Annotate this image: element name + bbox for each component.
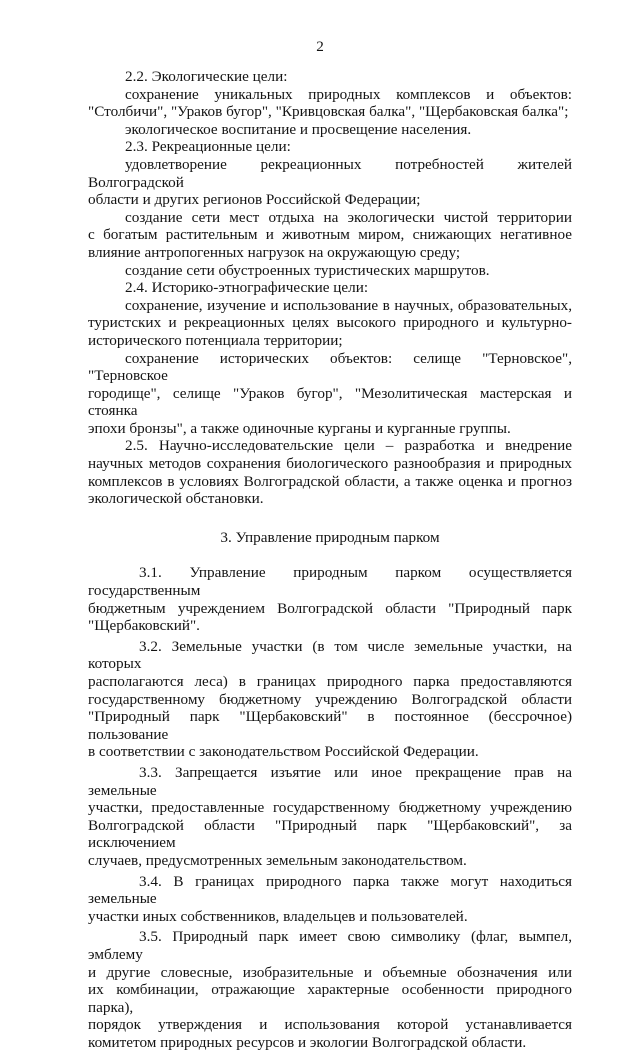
line: государственному бюджетному учреждению Волгоградской области: [88, 690, 572, 708]
line: располагаются леса) в границах природного парка предоставляются: [88, 673, 572, 690]
paragraph-3-3: [88, 764, 572, 870]
line: 3.3. Запрещается изъятие или иное прекращение прав на земельные: [88, 763, 572, 799]
line: удовлетворение рекреационных потребностей жителей Волгоградской: [88, 155, 572, 191]
page-number: 2: [316, 38, 324, 55]
line: влияние антропогенных нагрузок на окружающую среду;: [88, 243, 461, 261]
line: сохранение, изучение и использование в научных, образовательных,: [125, 296, 572, 314]
line: порядок утверждения и использования которой устанавливается: [88, 1016, 572, 1034]
line: случаев, предусмотренных земельным законодательством.: [88, 851, 467, 869]
line: "Природный парк "Щербаковский" в постоянное (бессрочное) пользование: [88, 708, 572, 743]
document-body: [88, 68, 572, 1051]
line: исторического потенциала территории;: [88, 331, 343, 349]
section-3-management: [88, 564, 572, 1051]
paragraph-3-4: [88, 873, 572, 926]
line: с богатым растительным и животным миром, снижающих негативное: [88, 226, 572, 244]
line: туристских и рекреационных целях высокого природного и культурно-: [88, 314, 572, 332]
line: участки иных собственников, владельцев и пользователей.: [88, 907, 468, 925]
line: создание сети мест отдыха на экологически чистой территории: [125, 208, 572, 226]
paragraph-2-5: [88, 437, 572, 507]
line: их комбинации, отражающие характерные особенности природного парка),: [88, 981, 572, 1016]
paragraph-2-4-b: [88, 350, 572, 438]
paragraph-3-5: [88, 928, 572, 1051]
paragraph-2-3-b: [88, 209, 572, 262]
line: Волгоградской области "Природный парк "Щербаковский", за исключением: [88, 816, 572, 852]
line: в соответствии с законодательством Российской Федерации.: [88, 743, 479, 761]
paragraph-3-2: [88, 638, 572, 761]
paragraph-3-1: [88, 564, 572, 634]
line: "Щербаковский".: [88, 617, 200, 635]
line: области и других регионов Российской Федерации;: [88, 191, 421, 209]
section-2-goals: [88, 68, 572, 508]
paragraph-2-2-a: [88, 86, 572, 121]
heading-2-2: 2.2. Экологические цели:: [125, 68, 288, 85]
paragraph-2-3-a: [88, 156, 572, 209]
line: комплексов в условиях Волгоградской области, а также оценка и прогноз: [88, 472, 572, 490]
line: сохранение исторических объектов: селище "Терновское", "Терновское: [88, 349, 572, 385]
section-3-heading: 3. Управление природным парком: [220, 528, 440, 546]
line: городище", селище "Ураков бугор", "Мезолитическая мастерская и стоянка: [88, 384, 572, 420]
line: бюджетным учреждением Волгоградской области "Природный парк: [88, 599, 572, 617]
line: экологической обстановки.: [88, 490, 264, 508]
line: эпохи бронзы", а также одиночные курганы и курганные группы.: [88, 419, 511, 437]
line: комитетом природных ресурсов и экологии Волгоградской области.: [88, 1033, 527, 1051]
heading-2-3: 2.3. Рекреационные цели:: [125, 138, 291, 156]
heading-2-4: 2.4. Историко-этнографические цели:: [125, 279, 369, 297]
line: 3.5. Природный парк имеет свою символику (флаг, вымпел, эмблему: [88, 928, 572, 963]
line: и другие словесные, изобразительные и объемные обозначения или: [88, 963, 572, 981]
line: 3.4. В границах природного парка также могут находиться земельные: [88, 872, 572, 908]
line: научных методов сохранения биологического разнообразия и природных: [88, 455, 572, 473]
line: 3.2. Земельные участки (в том числе земельные участки, на которых: [88, 637, 572, 673]
paragraph-2-2-b: экологическое воспитание и просвещение населения.: [125, 120, 472, 138]
paragraph-2-4-a: [88, 297, 572, 350]
line: сохранение уникальных природных комплексов и объектов:: [125, 85, 572, 103]
line: участки, предоставленные государственному бюджетному учреждению: [88, 799, 572, 817]
line: 3.1. Управление природным парком осуществляется государственным: [88, 564, 572, 600]
line: "Столбичи", "Ураков бугор", "Кривцовская балка", "Щербаковская балка";: [88, 103, 569, 121]
line: 2.5. Научно-исследовательские цели – разработка и внедрение: [125, 437, 572, 455]
paragraph-2-3-c: создание сети обустроенных туристических маршрутов.: [125, 261, 490, 279]
